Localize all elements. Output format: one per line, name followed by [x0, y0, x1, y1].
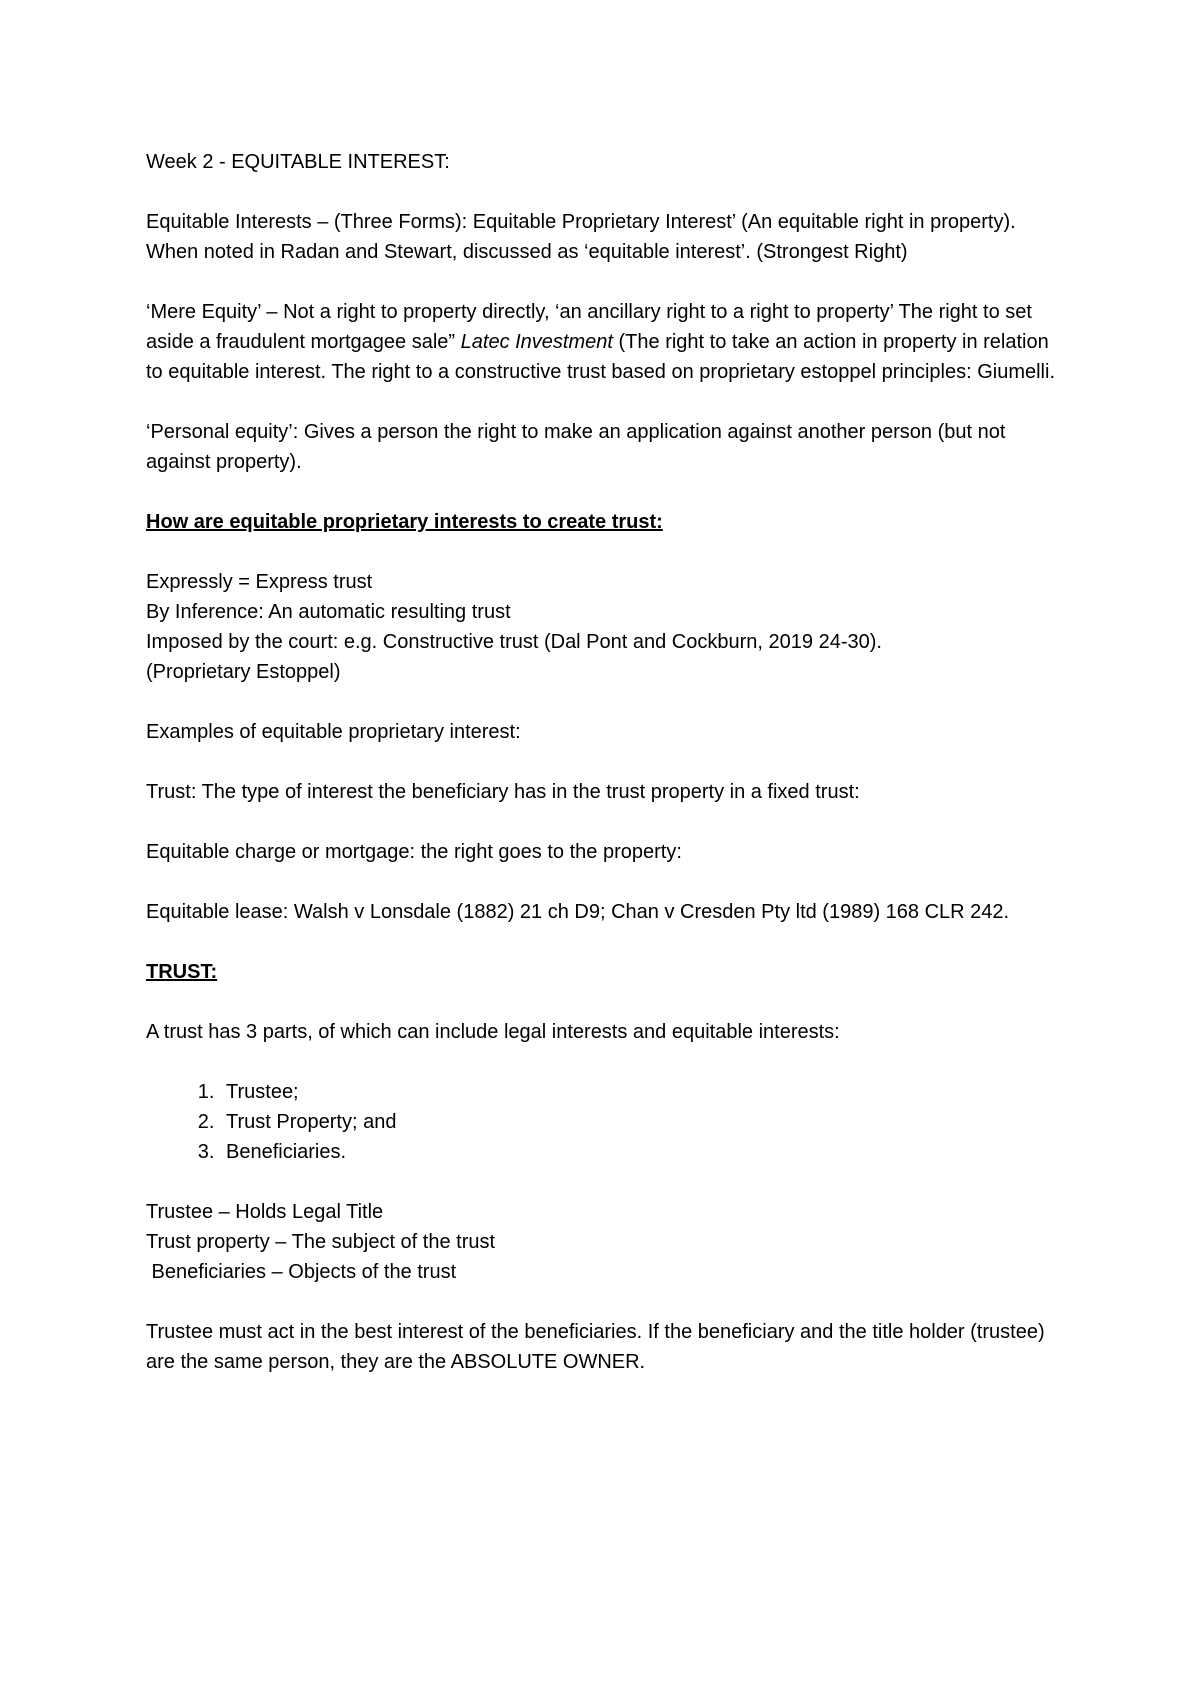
paragraph-three-forms: Equitable Interests – (Three Forms): Equitable Proprietary Interest’ (An equitable right in property). When noted in Radan and Stewart, discussed as ‘equitable interest’. (Strongest Right) [146, 211, 1016, 263]
definition-trust-property: Trust property – The subject of the trust [146, 1231, 496, 1253]
example-equitable-charge: Equitable charge or mortgage: the right goes to the property: [146, 841, 682, 863]
paragraph-mere-equity [146, 297, 1066, 387]
mere-equity-text-end: (The right to take an action in property in relation to equitable interest. The right to a constructive trust based on proprietary estoppel principles: Giumelli. [146, 331, 1055, 383]
trust-intro: A trust has 3 parts, of which can include legal interests and equitable interests: [146, 1021, 840, 1043]
list-item: 1. Trustee; [220, 1077, 1066, 1107]
definition-beneficiaries: Beneficiaries – Objects of the trust [146, 1261, 457, 1283]
examples-heading: Examples of equitable proprietary interest: [146, 721, 521, 743]
list-item: 3. Beneficiaries. [220, 1137, 1066, 1167]
example-equitable-lease: Equitable lease: Walsh v Lonsdale (1882) 21 ch D9; Chan v Cresden Pty ltd (1989) 168 CLR 242. [146, 901, 1010, 923]
list-item: 2. Trust Property; and [220, 1107, 1066, 1137]
paragraph-personal-equity: ‘Personal equity’: Gives a person the right to make an application against another person (but not against property). [146, 421, 1006, 473]
closing-paragraph: Trustee must act in the best interest of the beneficiaries. If the beneficiary and the title holder (trustee) are the same person, they are the ABSOLUTE OWNER. [146, 1321, 1045, 1373]
definition-trustee: Trustee – Holds Legal Title [146, 1201, 384, 1223]
subheading-trust: TRUST: [146, 961, 218, 983]
create-line-inference: By Inference: An automatic resulting trust [146, 601, 511, 623]
document-heading: Week 2 - EQUITABLE INTEREST: [146, 151, 450, 173]
create-line-estoppel: (Proprietary Estoppel) [146, 661, 341, 683]
create-line-imposed: Imposed by the court: e.g. Constructive trust (Dal Pont and Cockburn, 2019 24-30). [146, 631, 882, 653]
subheading-create-trust: How are equitable proprietary interests to create trust: [146, 511, 663, 533]
case-name-latec-investment: Latec Investment [460, 331, 613, 353]
mere-equity-text-start: ‘Mere Equity’ – Not a right to property directly, ‘an ancillary right to a right to property’ The right to set aside a fraudulent mortgagee sale” [146, 301, 1032, 353]
trust-parts-list [146, 1077, 1066, 1167]
document-body [146, 147, 1066, 1407]
create-line-expressly: Expressly = Express trust [146, 571, 373, 593]
example-trust: Trust: The type of interest the beneficiary has in the trust property in a fixed trust: [146, 781, 860, 803]
